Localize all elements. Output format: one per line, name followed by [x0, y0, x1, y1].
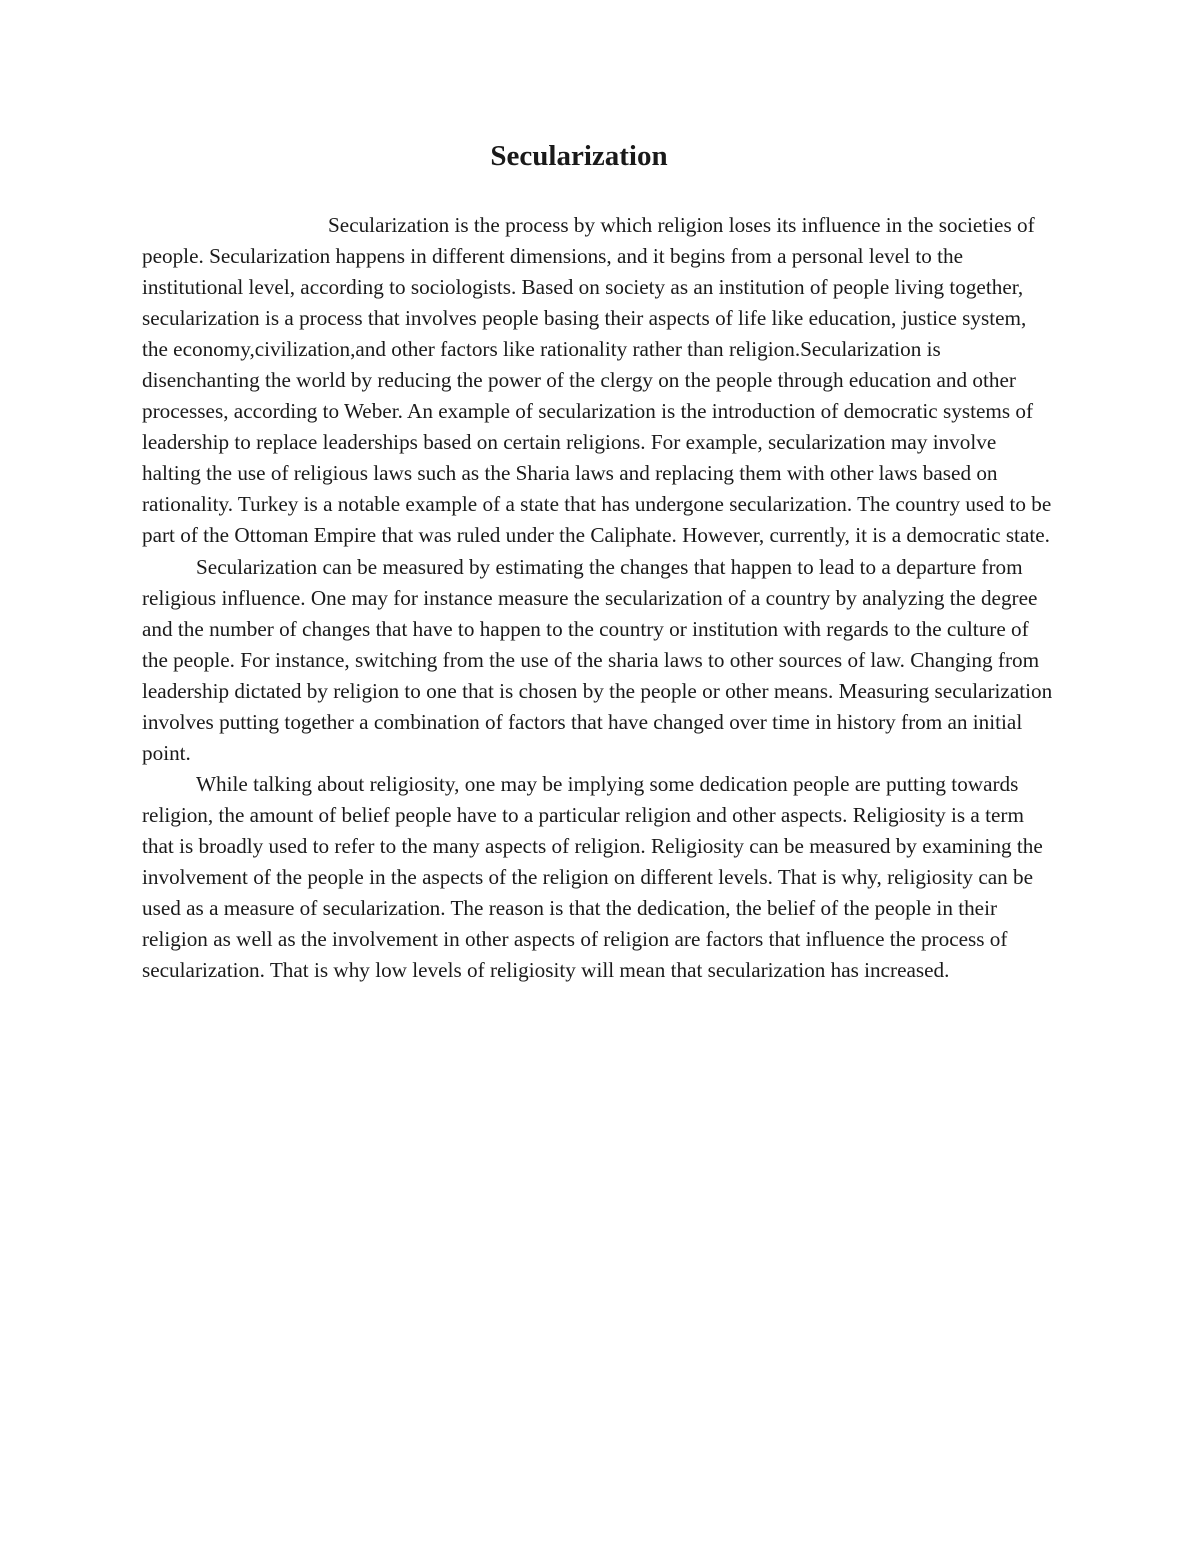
document-title: Secularization: [490, 140, 668, 172]
paragraph-3: While talking about religiosity, one may be implying some dedication people are putting towards religion, the amount of belief people have to a particular religion and other aspects. Religiosity is a term that is broadly used to refer to the many aspects of religion. Religiosity can be measured by examining the involvement of the people in the aspects of the religion on different levels. That is why, religiosity can be used as a measure of secularization. The reason is that the dedication, the belief of the people in their religion as well as the involvement in other aspects of religion are factors that influence the process of secularization. That is why low levels of religiosity will mean that secularization has increased.: [142, 771, 1043, 983]
paragraph-2: Secularization can be measured by estimating the changes that happen to lead to a departure from religious influence. One may for instance measure the secularization of a country by analyzing the degree and the number of changes that have to happen to the country or institution with regards to the culture of the people. For instance, switching from the use of the sharia laws to other sources of law. Changing from leadership dictated by religion to one that is chosen by the people or other means. Measuring secularization involves putting together a combination of factors that have changed over time in history from an initial point.: [142, 554, 1053, 765]
document-body: [142, 210, 1054, 986]
paragraph-1: Secularization is the process by which religion loses its influence in the societies of people. Secularization happens in different dimensions, and it begins from a personal level to the institutional level, according to sociologists. Based on society as an institution of people living together, secularization is a process that involves people basing their aspects of life like education, justice system, the economy,civilization,and other factors like rationality rather than religion.Secularization is disenchanting the world by reducing the power of the clergy on the people through education and other processes, according to Weber. An example of secularization is the introduction of democratic systems of leadership to replace leaderships based on certain religions. For example, secularization may involve halting the use of religious laws such as the Sharia laws and replacing them with other laws based on rationality. Turkey is a notable example of a state that has undergone secularization. The country used to be part of the Ottoman Empire that was ruled under the Caliphate. However, currently, it is a democratic state.: [142, 213, 1052, 548]
